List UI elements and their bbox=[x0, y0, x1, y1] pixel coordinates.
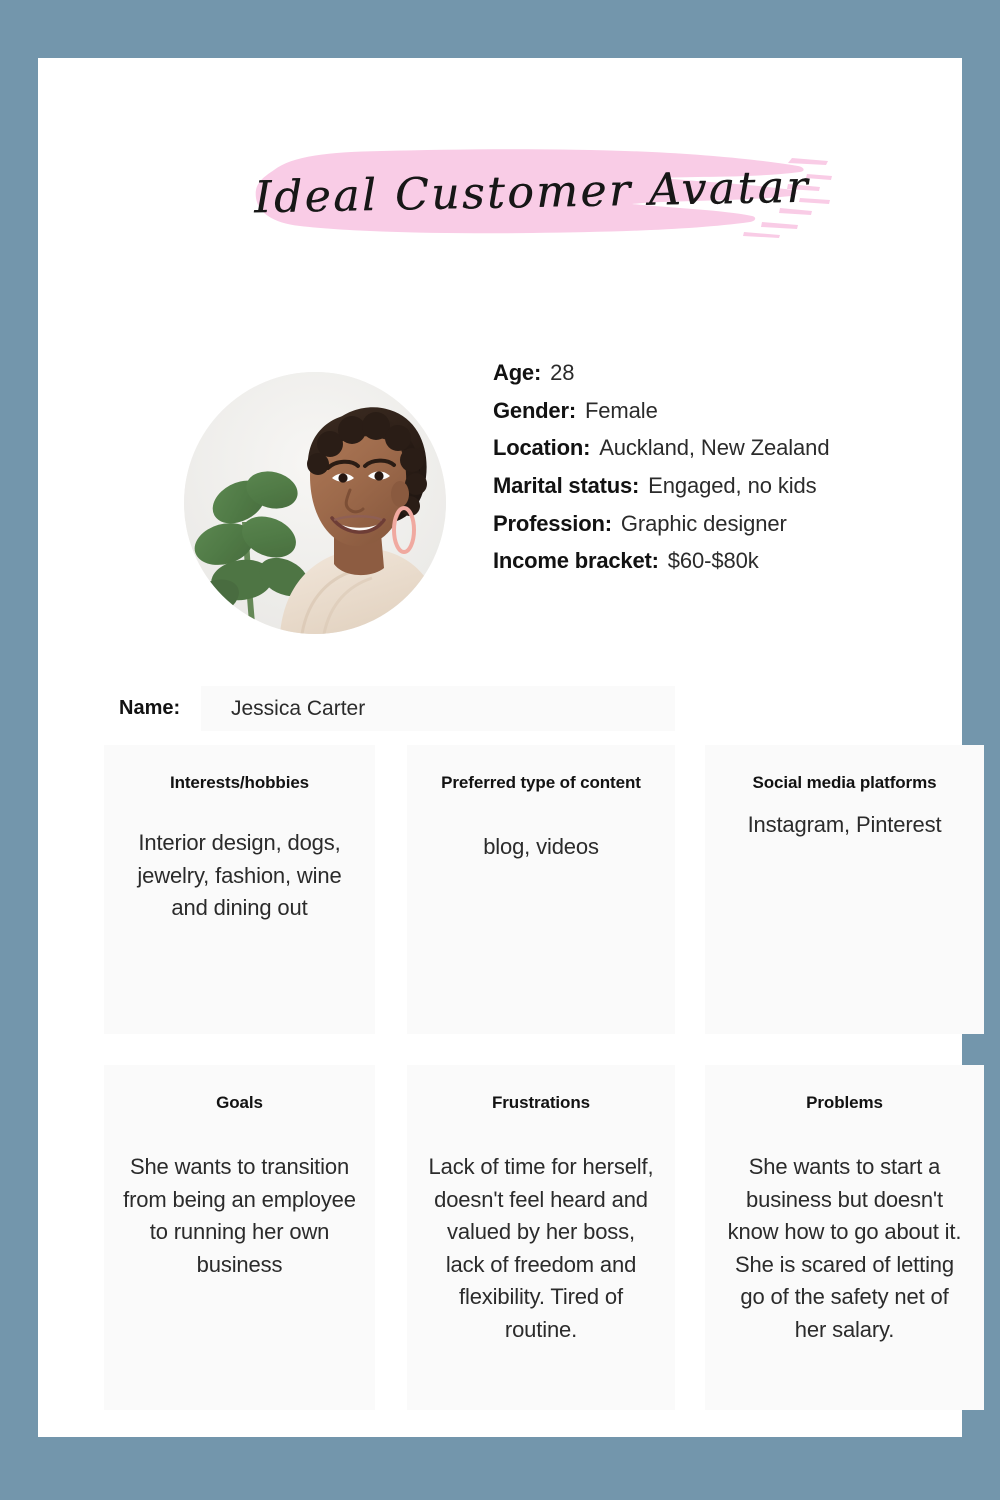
title-banner bbox=[232, 140, 832, 245]
demographic-label-marital-status: Marital status: bbox=[493, 473, 640, 499]
avatar bbox=[184, 372, 446, 634]
demographic-row-age bbox=[493, 361, 963, 385]
card-goals[interactable] bbox=[104, 1065, 375, 1410]
card-title: Interests/hobbies bbox=[169, 773, 310, 792]
demographic-value-income-bracket: $60-$80k bbox=[667, 548, 759, 574]
demographic-value-gender: Female bbox=[584, 397, 658, 423]
card-body: Instagram, Pinterest bbox=[747, 812, 942, 838]
page-title: Ideal Customer Avatar bbox=[253, 161, 811, 224]
card-title: Goals bbox=[216, 1093, 263, 1112]
avatar-photo bbox=[184, 372, 446, 634]
demographic-row-income-bracket bbox=[493, 549, 963, 573]
card-preferred-content[interactable] bbox=[407, 745, 675, 1034]
demographic-row-location bbox=[493, 436, 963, 460]
name-value: Jessica Carter bbox=[231, 697, 366, 720]
demographic-row-marital-status bbox=[493, 474, 963, 498]
card-title: Social media platforms bbox=[752, 773, 937, 792]
demographic-label-age: Age: bbox=[493, 360, 542, 385]
demographic-row-profession bbox=[493, 512, 963, 536]
card-interests-hobbies[interactable] bbox=[104, 745, 375, 1034]
demographics-list bbox=[493, 361, 963, 587]
demographic-value-profession: Graphic designer bbox=[620, 510, 787, 536]
name-label: Name: bbox=[119, 697, 181, 719]
poster-page bbox=[38, 58, 962, 1437]
demographic-label-gender: Gender: bbox=[493, 397, 576, 423]
demographic-label-profession: Profession: bbox=[493, 510, 612, 536]
card-body: She wants to transition from being an employee to running her own business bbox=[123, 1154, 356, 1277]
card-body: blog, videos bbox=[483, 834, 599, 860]
demographic-label-income-bracket: Income bracket: bbox=[493, 548, 659, 574]
card-title: Problems bbox=[806, 1093, 883, 1112]
demographic-value-marital-status: Engaged, no kids bbox=[648, 473, 817, 499]
card-title: Preferred type of content bbox=[441, 773, 641, 792]
card-body: Interior design, dogs, jewelry, fashion, wine and dining out bbox=[137, 830, 342, 921]
name-row bbox=[104, 686, 675, 731]
card-frustrations[interactable] bbox=[407, 1065, 675, 1410]
card-body: Lack of time for herself, doesn't feel heard and valued by her boss, lack of freedom and flexibility. Tired of routine. bbox=[428, 1154, 654, 1342]
demographic-label-location: Location: bbox=[493, 435, 591, 461]
demographic-value-age: 28 bbox=[550, 360, 575, 385]
card-body: She wants to start a business but doesn't know how to go about it. She is scared of letting go of the safety net of her salary. bbox=[727, 1154, 962, 1342]
demographic-row-gender bbox=[493, 399, 963, 423]
demographic-value-location: Auckland, New Zealand bbox=[599, 435, 830, 461]
card-social-media-platforms[interactable] bbox=[705, 745, 984, 1034]
card-title: Frustrations bbox=[492, 1093, 590, 1112]
card-problems[interactable] bbox=[705, 1065, 984, 1410]
